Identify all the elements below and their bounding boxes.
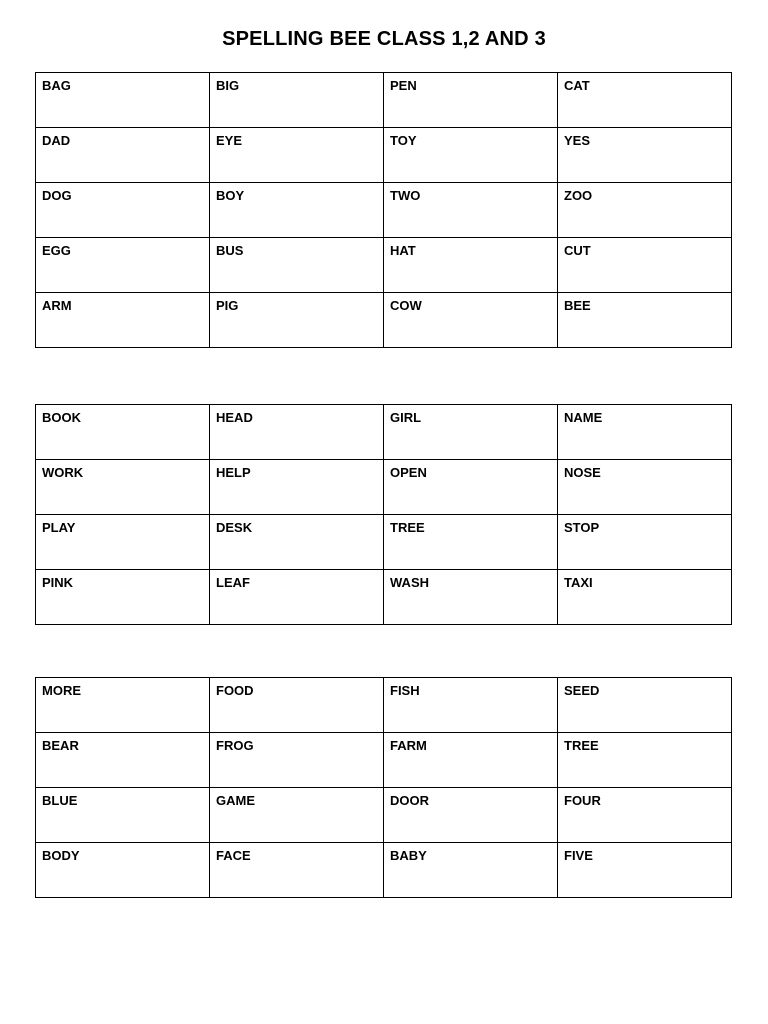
table-row (36, 128, 732, 183)
word-cell: FACE (210, 843, 384, 898)
word-cell: BAG (36, 73, 210, 128)
word-cell: PINK (36, 570, 210, 625)
page-title: SPELLING BEE CLASS 1,2 AND 3 (222, 28, 546, 50)
word-cell: FOOD (210, 678, 384, 733)
word-cell: EYE (210, 128, 384, 183)
word-cell: WORK (36, 460, 210, 515)
word-cell: HELP (210, 460, 384, 515)
word-cell: FARM (384, 733, 558, 788)
word-cell: COW (384, 293, 558, 348)
table-row (36, 843, 732, 898)
word-cell: FISH (384, 678, 558, 733)
word-cell: TOY (384, 128, 558, 183)
word-cell: TAXI (558, 570, 732, 625)
table-row (36, 73, 732, 128)
word-cell: BLUE (36, 788, 210, 843)
word-cell: DOOR (384, 788, 558, 843)
word-cell: ARM (36, 293, 210, 348)
word-cell: BEE (558, 293, 732, 348)
word-cell: SEED (558, 678, 732, 733)
word-cell: TREE (384, 515, 558, 570)
word-cell: GAME (210, 788, 384, 843)
table-row (36, 515, 732, 570)
word-cell: PEN (384, 73, 558, 128)
word-cell: TREE (558, 733, 732, 788)
word-cell: FIVE (558, 843, 732, 898)
word-cell: BOOK (36, 405, 210, 460)
table-row (36, 238, 732, 293)
word-cell: FROG (210, 733, 384, 788)
word-cell: TWO (384, 183, 558, 238)
table-row (36, 405, 732, 460)
word-cell: GIRL (384, 405, 558, 460)
word-cell: HAT (384, 238, 558, 293)
table-row (36, 293, 732, 348)
word-cell: BOY (210, 183, 384, 238)
word-cell: DESK (210, 515, 384, 570)
word-cell: OPEN (384, 460, 558, 515)
table-row (36, 733, 732, 788)
word-table-2 (35, 404, 732, 625)
word-cell: BEAR (36, 733, 210, 788)
word-cell: DAD (36, 128, 210, 183)
table-row (36, 460, 732, 515)
word-cell: PIG (210, 293, 384, 348)
word-cell: MORE (36, 678, 210, 733)
word-table-3 (35, 677, 732, 898)
word-cell: BIG (210, 73, 384, 128)
word-cell: NOSE (558, 460, 732, 515)
word-cell: LEAF (210, 570, 384, 625)
word-cell: YES (558, 128, 732, 183)
word-cell: EGG (36, 238, 210, 293)
word-cell: BODY (36, 843, 210, 898)
word-cell: CAT (558, 73, 732, 128)
word-cell: WASH (384, 570, 558, 625)
word-table-1 (35, 72, 732, 348)
table-row (36, 788, 732, 843)
word-cell: NAME (558, 405, 732, 460)
word-cell: ZOO (558, 183, 732, 238)
word-cell: FOUR (558, 788, 732, 843)
table-row (36, 183, 732, 238)
word-cell: STOP (558, 515, 732, 570)
table-row (36, 678, 732, 733)
word-cell: CUT (558, 238, 732, 293)
word-cell: PLAY (36, 515, 210, 570)
word-cell: BUS (210, 238, 384, 293)
word-cell: BABY (384, 843, 558, 898)
word-cell: DOG (36, 183, 210, 238)
word-cell: HEAD (210, 405, 384, 460)
table-row (36, 570, 732, 625)
